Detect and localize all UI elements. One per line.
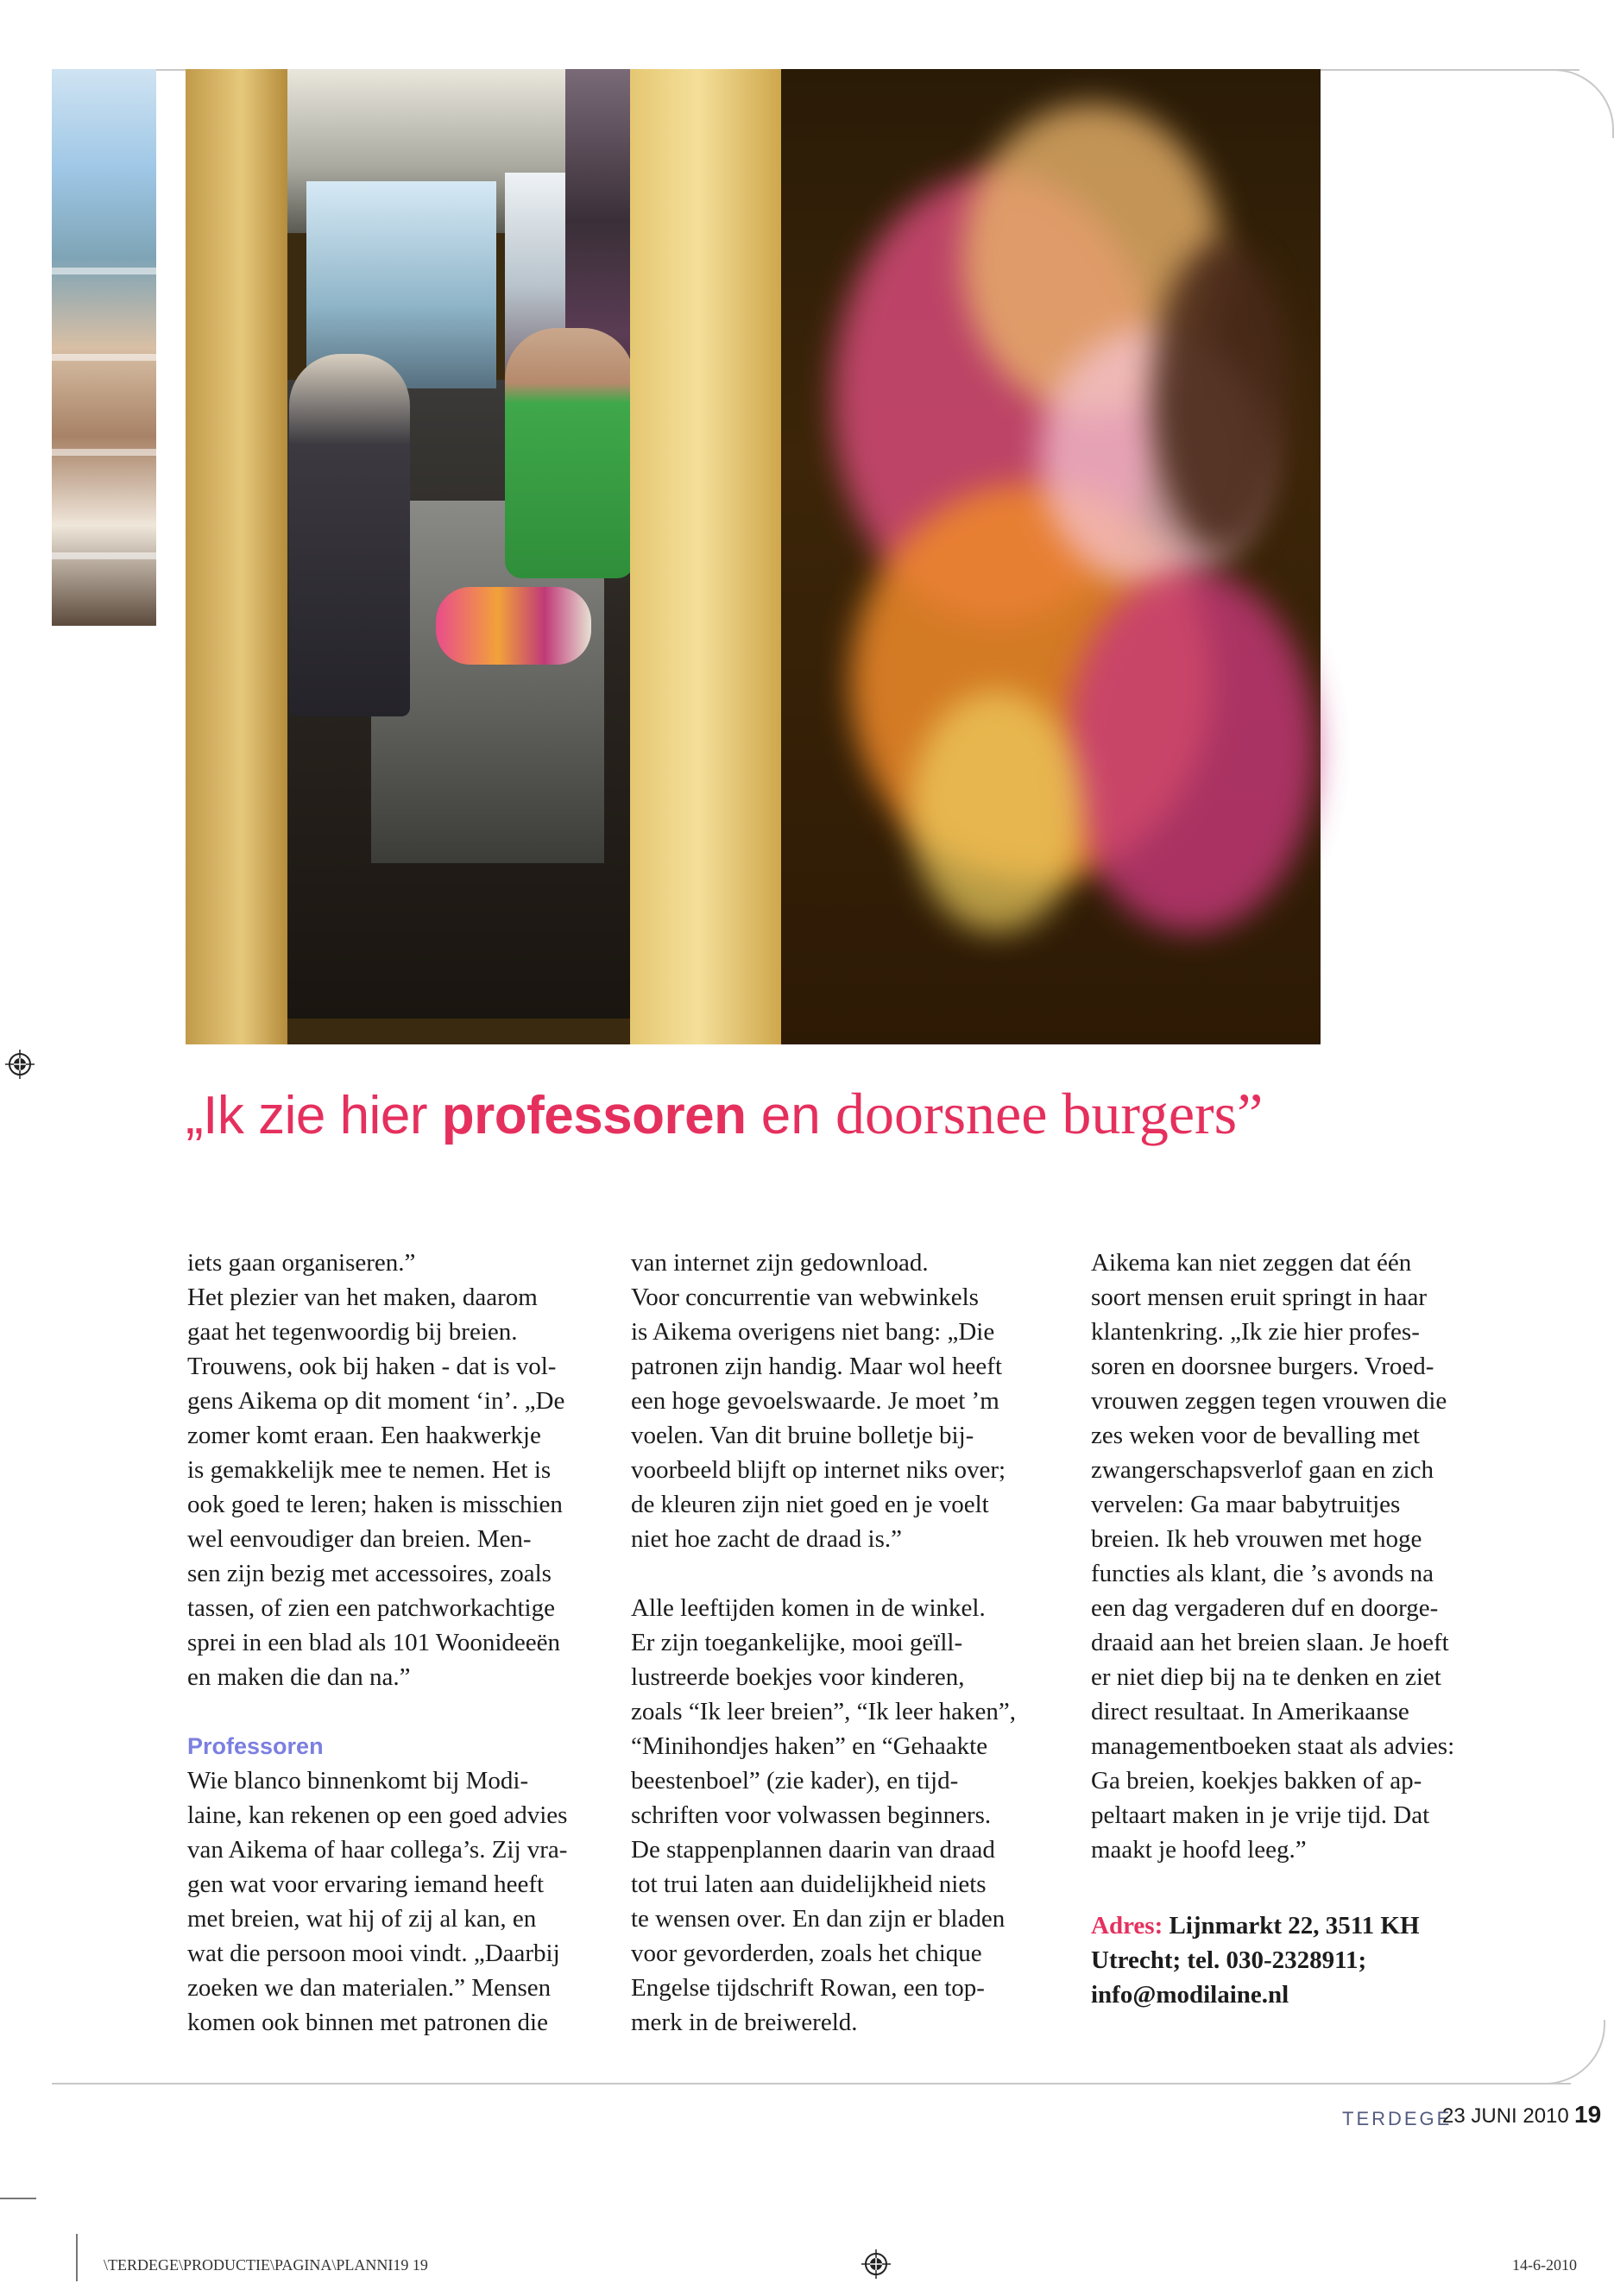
text-line: van Aikema of haar collega’s. Zij vra- xyxy=(187,1836,568,1864)
text-line: Ga breien, koekjes bakken of ap- xyxy=(1091,1767,1422,1795)
paragraph-group xyxy=(631,1246,1054,1556)
registration-mark-icon xyxy=(861,2249,891,2279)
text-line: Het plezier van het maken, daarom xyxy=(187,1284,538,1311)
address-label: Adres: xyxy=(1091,1912,1163,1940)
text-line: voor gevorderden, zoals het chique xyxy=(631,1940,982,1967)
text-line: draaid aan het breien slaan. Je hoeft xyxy=(1091,1629,1449,1656)
pull-quote-headline xyxy=(186,1075,1263,1152)
text-line: voorbeeld blijft op internet niks over; xyxy=(631,1456,1006,1484)
text-line: Voor concurrentie van webwinkels xyxy=(631,1284,979,1311)
text-line: merk in de breiwereld. xyxy=(631,2009,858,2036)
text-line: Wie blanco binnenkomt bij Modi- xyxy=(187,1767,529,1795)
paragraph-gap xyxy=(1091,1902,1514,1908)
text-line: maakt je hoofd leeg.” xyxy=(1091,1836,1307,1864)
text-line: met breien, wat hij of zij al kan, en xyxy=(187,1905,537,1933)
text-line: iets gaan organiseren.” xyxy=(187,1249,416,1277)
shelf-highlight xyxy=(52,268,156,274)
text-line: lustreerde boekjes voor kinderen, xyxy=(631,1663,965,1691)
text-line: ook goed te leren; haken is misschien xyxy=(187,1491,563,1518)
text-line: soort mensen eruit springt in haar xyxy=(1091,1284,1427,1311)
text-line: een hoge gevoelswaarde. Je moet ’m xyxy=(631,1387,999,1415)
text-line: is gemakkelijk mee te nemen. Het is xyxy=(187,1456,552,1484)
photo-door-frame-left xyxy=(186,69,287,1044)
page-frame-bottom-corner xyxy=(1536,2020,1605,2085)
text-line: vervelen: Ga maar babytruitjes xyxy=(1091,1491,1401,1518)
headline-light: en xyxy=(746,1086,835,1145)
shelf-highlight xyxy=(52,354,156,361)
text-line: niet hoe zacht de draad is.” xyxy=(631,1525,903,1553)
photo-customer xyxy=(289,354,410,716)
text-line: peltaart maken in je vrije tijd. Dat xyxy=(1091,1801,1430,1829)
crop-mark xyxy=(0,2198,36,2199)
text-line: en maken die dan na.” xyxy=(187,1663,411,1691)
text-line: Engelse tijdschrift Rowan, een top- xyxy=(631,1974,985,2002)
photo-yarn-on-counter xyxy=(436,587,591,665)
photo-shopkeeper xyxy=(505,328,634,578)
paragraph-gap xyxy=(631,1556,1054,1591)
text-line: breien. Ik heb vrouwen met hoge xyxy=(1091,1525,1422,1553)
text-line: een dag vergaderen duf en doorge- xyxy=(1091,1594,1439,1622)
photo-yarn-background xyxy=(781,69,1321,1044)
text-line: “Minihondjes haken” en “Gehaakte xyxy=(631,1732,988,1760)
text-line: voelen. Van dit bruine bolletje bij- xyxy=(631,1422,974,1449)
page-number: 19 xyxy=(1574,2101,1602,2128)
registration-mark-icon xyxy=(5,1050,35,1079)
text-line: van internet zijn gedownload. xyxy=(631,1249,929,1277)
yarn-blob xyxy=(911,691,1083,932)
address-line: Utrecht; tel. 030-2328911; xyxy=(1091,1946,1367,1974)
crop-mark xyxy=(76,2234,78,2281)
paragraph-group xyxy=(1091,1246,1514,1867)
text-line: functies als klant, die ’s avonds na xyxy=(1091,1560,1434,1587)
print-slug-path: \TERDEGE\PRODUCTIE\PAGINA\PLANNI19 19 xyxy=(104,2256,428,2274)
text-line: zomer komt eraan. Een haakwerkje xyxy=(187,1422,541,1449)
photo-door-frame xyxy=(630,69,781,1044)
adjacent-page-photo xyxy=(52,69,156,626)
text-line: sprei in een blad als 101 Woonideeën xyxy=(187,1629,561,1656)
text-line: tot trui laten aan duidelijkheid niets xyxy=(631,1870,987,1898)
paragraph-group xyxy=(187,1763,610,2040)
subheading: Professoren xyxy=(187,1733,324,1759)
text-line: wel eenvoudiger dan breien. Men- xyxy=(187,1525,532,1553)
print-slug-date: 14-6-2010 xyxy=(1512,2256,1577,2274)
address-line xyxy=(1091,1908,1514,1943)
shelf-highlight xyxy=(52,449,156,456)
yarn-blob xyxy=(1152,242,1290,552)
text-line: Aikema kan niet zeggen dat één xyxy=(1091,1249,1412,1277)
page-frame-top-corner xyxy=(1545,69,1614,138)
paragraph-group xyxy=(631,1591,1054,2040)
text-line: er niet diep bij na te denken en ziet xyxy=(1091,1663,1441,1691)
text-line: Alle leeftijden komen in de winkel. xyxy=(631,1594,986,1622)
text-line: de kleuren zijn niet goed en je voelt xyxy=(631,1491,989,1518)
address-text: Lijnmarkt 22, 3511 KH xyxy=(1163,1912,1420,1940)
headline-serif: doorsnee burgers” xyxy=(835,1081,1264,1146)
text-line: managementboeken staat als advies: xyxy=(1091,1732,1455,1760)
text-line: is Aikema overigens niet bang: „Die xyxy=(631,1318,995,1346)
text-line: gens Aikema op dit moment ‘in’. „De xyxy=(187,1387,565,1415)
magazine-name: TERDEGE xyxy=(1342,2108,1453,2129)
text-line: laine, kan rekenen op een goed advies xyxy=(187,1801,568,1829)
text-line: wat die persoon mooi vindt. „Daarbij xyxy=(187,1940,560,1967)
text-line: te wensen over. En dan zijn er bladen xyxy=(631,1905,1006,1933)
paragraph-gap xyxy=(187,1694,610,1729)
shelf-highlight xyxy=(52,552,156,559)
text-line: gen wat voor ervaring iemand heeft xyxy=(187,1870,545,1898)
article-column-3 xyxy=(1091,1246,1514,2012)
text-line: Trouwens, ook bij haken - dat is vol- xyxy=(187,1353,557,1380)
text-line: vrouwen zeggen tegen vrouwen die xyxy=(1091,1387,1447,1415)
text-line: sen zijn bezig met accessoires, zoals xyxy=(187,1560,552,1587)
text-line: komen ook binnen met patronen die xyxy=(187,2009,548,2036)
headline-light: „Ik zie hier xyxy=(186,1086,442,1145)
article-column-1 xyxy=(187,1246,610,2040)
text-line: Er zijn toegankelijke, mooi geïll- xyxy=(631,1629,963,1656)
text-line: De stappenplannen daarin van draad xyxy=(631,1836,995,1864)
text-line: zwangerschapsverlof gaan en zich xyxy=(1091,1456,1434,1484)
shop-photo xyxy=(186,69,1321,1044)
paragraph-group xyxy=(187,1246,610,1694)
paragraph-gap xyxy=(1091,1867,1514,1902)
page-frame-bottom-line xyxy=(52,2083,1571,2085)
text-line: beestenboel” (zie kader), en tijd- xyxy=(631,1767,959,1795)
text-line: soren en doorsnee burgers. Vroed- xyxy=(1091,1353,1434,1380)
text-line: direct resultaat. In Amerikaanse xyxy=(1091,1698,1409,1725)
issue-date: 23 JUNI 2010 xyxy=(1442,2104,1569,2128)
text-line: zoals “Ik leer breien”, “Ik leer haken”, xyxy=(631,1698,1017,1725)
text-line: tassen, of zien een patchworkachtige xyxy=(187,1594,555,1622)
article-column-2 xyxy=(631,1246,1054,2040)
text-line: zoeken we dan materialen.” Mensen xyxy=(187,1974,552,2002)
yarn-blob xyxy=(1066,570,1316,932)
text-line: klantenkring. „Ik zie hier profes- xyxy=(1091,1318,1420,1346)
text-line: schriften voor volwassen beginners. xyxy=(631,1801,992,1829)
text-line: gaat het tegenwoordig bij breien. xyxy=(187,1318,518,1346)
text-line: zes weken voor de bevalling met xyxy=(1091,1422,1420,1449)
address-email[interactable]: info@modilaine.nl xyxy=(1091,1981,1289,2009)
text-line: patronen zijn handig. Maar wol heeft xyxy=(631,1353,1003,1380)
headline-bold: professoren xyxy=(441,1086,747,1145)
